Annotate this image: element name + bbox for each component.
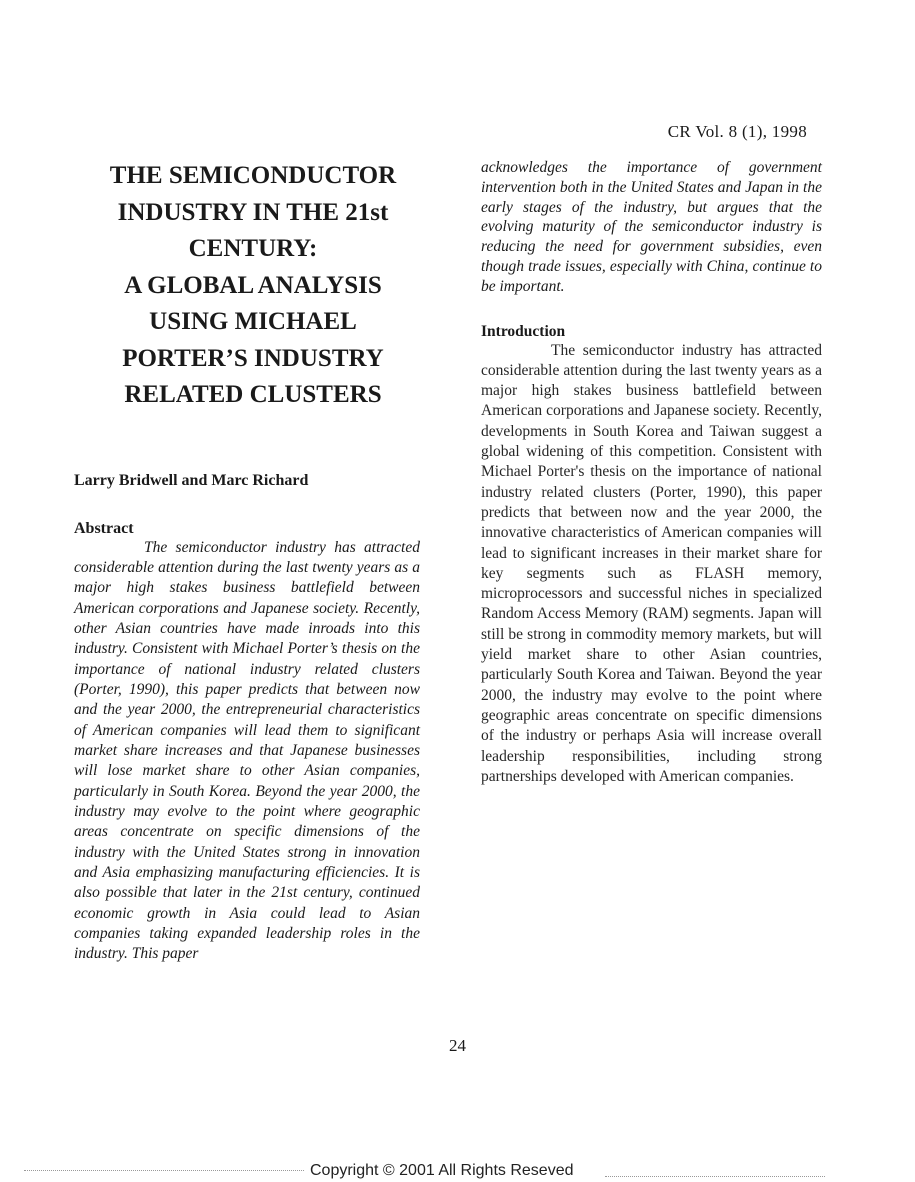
authors: Larry Bridwell and Marc Richard [74,471,309,489]
copyright-notice: Copyright © 2001 All Rights Reseved [310,1162,574,1179]
introduction-text [481,341,822,788]
right-column [481,158,822,787]
title-line: PORTER’S INDUSTRY [122,344,384,372]
article-title [74,158,420,414]
journal-reference: CR Vol. 8 (1), 1998 [667,122,807,141]
footer-dotted-rule-right [605,1176,825,1177]
title-line: RELATED CLUSTERS [124,381,382,408]
title-line: THE SEMICONDUCTOR [109,162,397,189]
title-line: USING MICHAEL [149,308,357,335]
title-line: A GLOBAL ANALYSIS [124,271,382,299]
abstract-heading: Abstract [74,519,134,537]
footer-dotted-rule-left [24,1170,304,1171]
title-line: CENTURY: [188,235,318,262]
introduction-heading: Introduction [481,322,566,340]
title-line: INDUSTRY IN THE 21st [117,198,389,226]
page-number: 24 [449,1036,466,1055]
abstract-text [74,538,420,965]
introduction-paragraph: The semiconductor industry has attracted considerable attention during the last twenty years as a major high stakes business battlefield between American corporations and Japanese society. Recently, developments in South Korea and Taiwan suggest a global widening of this competition. Consistent with Michael Porter's thesis on the importance of national industry related clusters (Porter, 1990), this paper predicts that between now and the year 2000, the innovative characteristics of American companies will lead to significant increases in their market share for key segments such as FLASH memory, microprocessors and successful niches in specialized Random Access Memory (RAM) segments. Japan will still be strong in commodity memory markets, but will yield market share to other Asian countries, particularly South Korea and Taiwan. Beyond the year 2000, the industry may evolve to the point where geographic areas concentrate on specific dimensions of the industry or perhaps Asia will increase overall leadership responsibilities, including strong partnerships developed with American companies. [481,341,822,785]
abstract-text-part1: The semiconductor industry has attracted considerable attention during the last twenty years as a major high stakes business battlefield between American corporations and Japanese society. Recently, other Asian countries have made inroads into this industry. Consistent with Michael Porter’s thesis on the importance of national industry related clusters (Porter, 1990), this paper predicts that between now and the year 2000, the entrepreneurial characteristics of American companies will lead them to significant market share increases and that Japanese businesses will lose market share to other Asian companies, particularly in South Korea. Beyond the year 2000, the industry may evolve to the point where geographic areas concentrate on specific dimensions of the industry with the United States strong in innovation and Asia emphasizing manufacturing efficiencies. It is also possible that later in the 21st century, continued economic growth in Asia could lead to Asian companies taking expanded leadership roles in the industry. This paper [74,538,420,963]
abstract-text-continued: acknowledges the importance of government intervention both in the United States and Japan in the early stages of the industry, but argues that the evolving maturity of the semiconductor industry is reducing the need for government subsidies, even though trade issues, especially with China, continue to be important. [481,159,822,295]
left-column [74,158,420,965]
